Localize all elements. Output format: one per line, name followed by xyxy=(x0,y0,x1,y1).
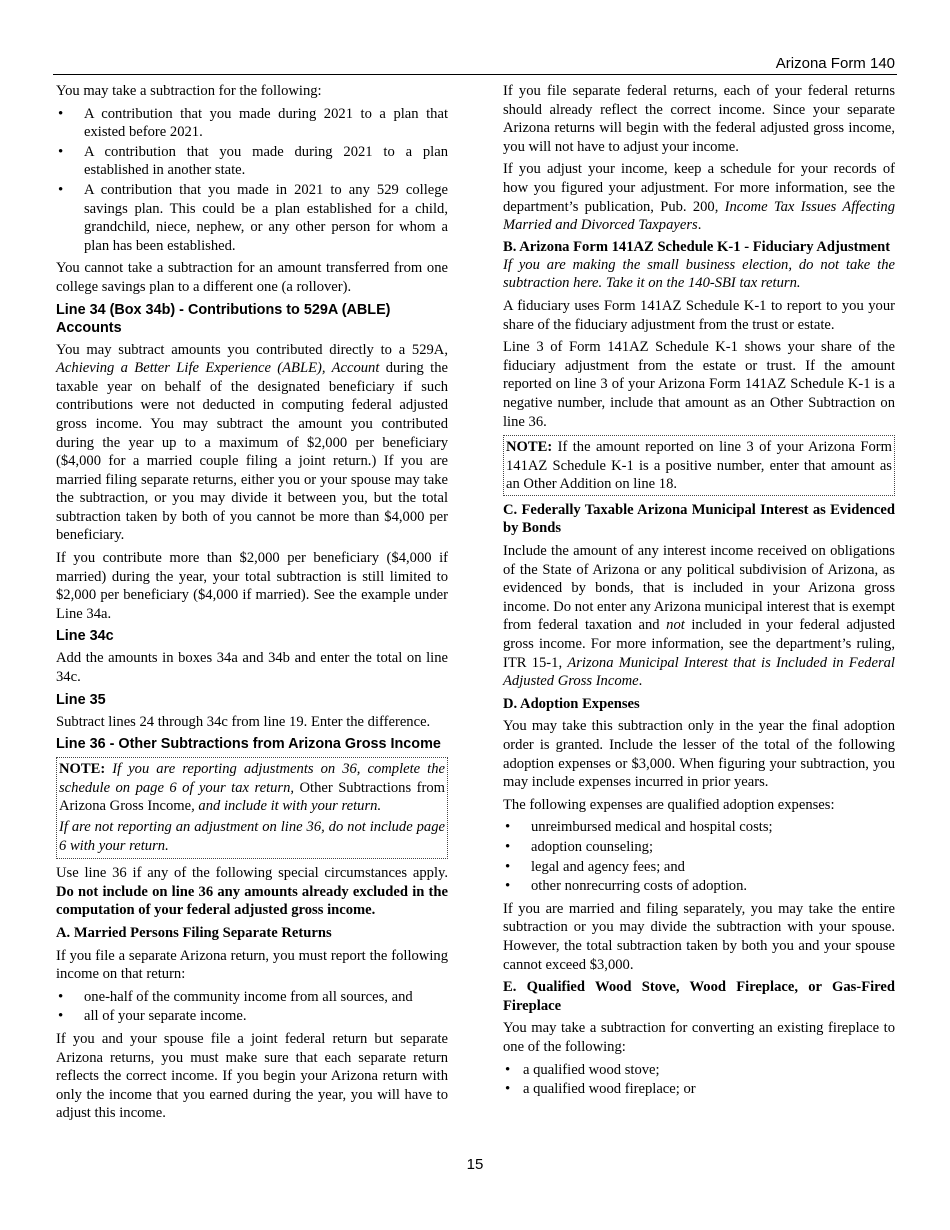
section-a-heading: A. Married Persons Filing Separate Returns xyxy=(56,924,332,941)
list-item: • a qualified wood stove; xyxy=(503,1061,895,1080)
section-d-paragraph: You may take this subtraction only in the year the final adoption order is granted. Include the lesser of the total of the following adoption expenses or $3,000. When figuring your subtraction, you may include expenses incurred in prior years. xyxy=(503,718,895,791)
section-d-heading: D. Adoption Expenses xyxy=(503,695,640,712)
section-b-paragraph: A fiduciary uses Form 141AZ Schedule K-1 to report to you your share of the fiduciary adjustment from the trust or estate. xyxy=(503,297,895,333)
fireplace-list xyxy=(503,1061,895,1099)
list-item: • A contribution that you made during 2021 to a plan established in another state. xyxy=(56,143,448,180)
left-column xyxy=(56,82,448,1127)
list-item: • a qualified wood fireplace; or xyxy=(503,1080,895,1099)
note-paragraph: NOTE: If the amount reported on line 3 of your Arizona Form 141AZ Schedule K-1 is a positive number, enter that amount as an Other Addition on line 18. xyxy=(506,439,892,493)
note-paragraph-2: If are not reporting an adjustment on line 36, do not include page 6 with your return. xyxy=(59,819,445,854)
adjust-income-paragraph: If you adjust your income, keep a schedule for your records of how you figured your adjustment. For more information, see the department’s publication, Pub. 200, Income Tax Issues Affecting Married and Divorced Taxpayers. xyxy=(503,161,895,234)
section-e-paragraph: You may take a subtraction for converting an existing fireplace to one of the following: xyxy=(503,1020,895,1055)
note-paragraph: NOTE: If you are reporting adjustments on 36, complete the schedule on page 6 of your tax return, Other Subtractions from Arizona Gross Income, and include it with your return. xyxy=(59,761,445,815)
fiduciary-note-box xyxy=(503,435,895,496)
contribution-list xyxy=(56,105,448,256)
list-item: • unreimbursed medical and hospital costs; xyxy=(503,818,895,837)
adoption-expenses-list xyxy=(503,818,895,895)
use-line36-text: Use line 36 if any of the following special circumstances apply. Do not include on line 36 any amounts already excluded in the computation of your federal adjusted gross income. xyxy=(56,865,448,919)
list-item: • all of your separate income. xyxy=(56,1007,448,1026)
line35-heading: Line 35 xyxy=(56,691,106,708)
line34-limit-paragraph: If you contribute more than $2,000 per beneficiary ($4,000 if married) during the year, your total subtraction is still limited to $2,000 per beneficiary ($4,000 if married). See the example under Line 34a. xyxy=(56,550,448,622)
page-number: 15 xyxy=(466,1156,484,1173)
right-column xyxy=(503,82,895,1103)
list-item: • legal and agency fees; and xyxy=(503,858,895,877)
list-item: • adoption counseling; xyxy=(503,838,895,857)
line35-text: Subtract lines 24 through 34c from line 19. Enter the difference. xyxy=(56,713,431,730)
intro-text: You may take a subtraction for the following: xyxy=(56,83,322,99)
line34-paragraph: You may subtract amounts you contributed directly to a 529A, Achieving a Better Life Experience (ABLE), Account during the taxable year on behalf of the designated beneficiary if such contributions were not deducted in computing federal adjusted gross income. You may subtract the amount you contributed during the year up to a maximum of $2,000 per beneficiary ($4,000 for a married couple filing a joint return.) If you are married filing separate returns, either you or your spouse may take the subtraction, or you may divide it between you, but the total subtraction taken by both of you cannot be more than $4,000 per beneficiary. xyxy=(56,341,448,544)
section-b-paragraph-2: Line 3 of Form 141AZ Schedule K-1 shows your share of the fiduciary adjustment from the estate or trust. If the amount reported on line 3 of your Arizona Form 141AZ Schedule K-1 is a negative number, include that amount as an Other Subtraction on line 36. xyxy=(503,339,895,430)
section-a-paragraph-2: If you and your spouse file a joint federal return but separate Arizona returns, you must make sure that each separate return reflects the correct income. If you begin your Arizona return with only the income that you earned during the year, you will have to adjust this income. xyxy=(56,1030,448,1122)
section-b-heading: B. Arizona Form 141AZ Schedule K-1 - Fiduciary Adjustment xyxy=(503,238,891,255)
form-label: Arizona Form 140 xyxy=(775,55,895,72)
line34c-text: Add the amounts in boxes 34a and 34b and enter the total on line 34c. xyxy=(56,650,448,686)
rollover-text: You cannot take a subtraction for an amount transferred from one college savings plan to a different one (a rollover). xyxy=(56,260,448,295)
list-item: • one-half of the community income from all sources, and xyxy=(56,988,448,1007)
section-e-heading: E. Qualified Wood Stove, Wood Fireplace, or Gas-Fired Fireplace xyxy=(503,979,895,1014)
separate-returns-paragraph: If you file separate federal returns, each of your federal returns should already reflect the correct income. Since your separate Arizona returns will begin with the federal adjusted gross income, you will not have to adjust your income. xyxy=(503,83,895,155)
line34c-heading: Line 34c xyxy=(56,628,114,645)
list-item: • other nonrecurring costs of adoption. xyxy=(503,877,895,896)
list-item: • A contribution that you made in 2021 to any 529 college savings plan. This could be a plan established for a child, grandchild, niece, nephew, or any other person for whom a plan has been established. xyxy=(56,181,448,255)
line34-heading: Line 34 (Box 34b) - Contributions to 529A (ABLE) Accounts xyxy=(56,301,391,336)
section-d-paragraph-3: If you are married and filing separately, you may take the entire subtraction or you may divide the subtraction with your spouse. However, the total subtraction taken by both you and your spouse cannot exceed $3,000. xyxy=(503,900,895,973)
section-d-paragraph-2: The following expenses are qualified adoption expenses: xyxy=(503,796,835,813)
header-rule xyxy=(53,74,897,75)
list-item: • A contribution that you made during 2021 to a plan that existed before 2021. xyxy=(56,105,448,142)
section-a-paragraph: If you file a separate Arizona return, you must report the following income on that return: xyxy=(56,947,448,983)
section-b-italic-note: If you are making the small business election, do not take the subtraction here. Take it on the 140-SBI tax return. xyxy=(503,256,895,292)
section-c-heading: C. Federally Taxable Arizona Municipal Interest as Evidenced by Bonds xyxy=(503,501,895,537)
section-c-paragraph: Include the amount of any interest income received on obligations of the State of Arizona or any political subdivision of Arizona, as evidenced by bonds, that is included in your Arizona gross income. Do not enter any Arizona municipal interest that is exempt from federal taxation and not included in your federal adjusted gross income. For more information, see the department’s ruling, ITR 15-1, Arizona Municipal Interest that is Included in Federal Adjusted Gross Income. xyxy=(503,543,896,690)
line36-note-box xyxy=(56,757,448,859)
section-a-list xyxy=(56,988,448,1026)
line36-heading: Line 36 - Other Subtractions from Arizona Gross Income xyxy=(56,736,441,753)
